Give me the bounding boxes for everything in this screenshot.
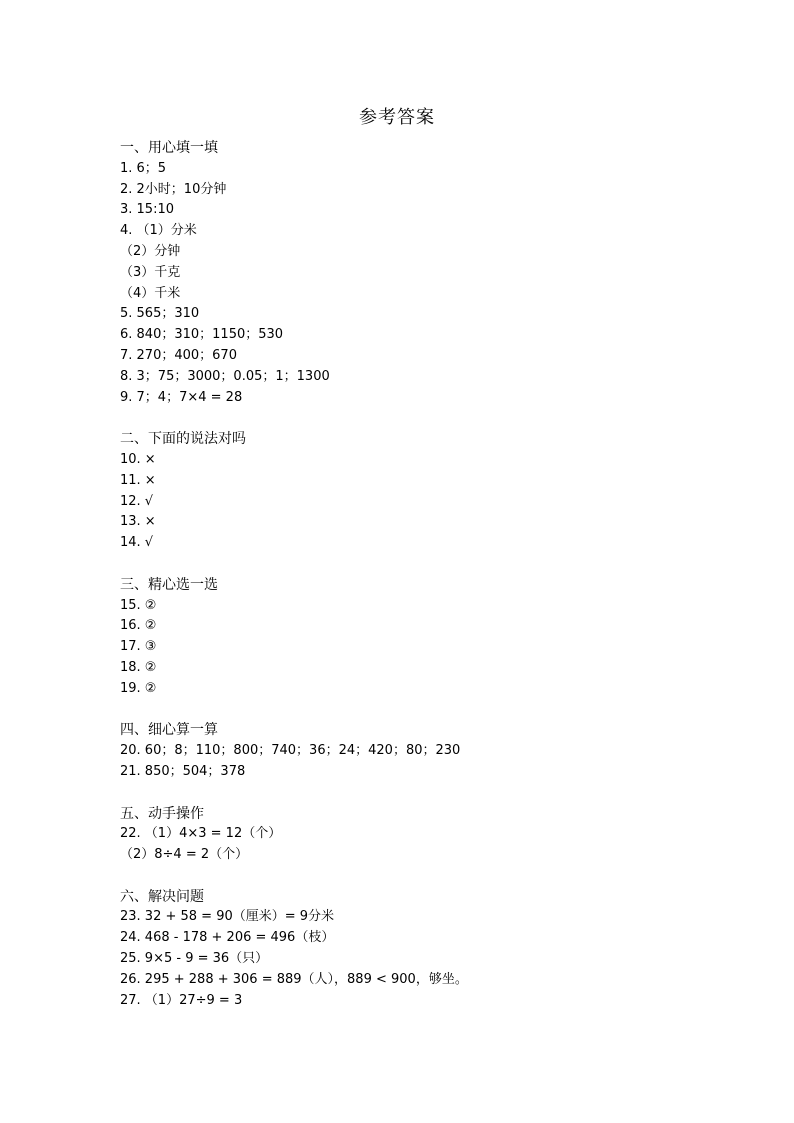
answer-line: 25. 9×5 - 9 = 36（只） <box>120 951 269 967</box>
answer-line: 8. 3；75；3000；0.05；1；1300 <box>120 368 330 384</box>
section-heading-true-false: 二、下面的说法对吗 <box>120 431 246 448</box>
answer-line: 14. √ <box>120 535 154 551</box>
answer-line: 27. （1）27÷9 = 3 <box>120 992 243 1008</box>
page-title: 参考答案 <box>359 107 435 128</box>
answer-line: 5. 565；310 <box>120 306 200 322</box>
answer-line: 13. × <box>120 514 156 530</box>
answer-line: 18. ② <box>120 659 157 675</box>
section-heading-fill-in: 一、用心填一填 <box>120 140 218 156</box>
section-gap <box>120 700 740 721</box>
answer-line: 21. 850；504；378 <box>120 763 246 779</box>
answer-line: 11. × <box>120 472 156 488</box>
answer-line: 9. 7；4；7×4 = 28 <box>120 389 243 405</box>
section-heading-calculation: 四、细心算一算 <box>120 722 218 739</box>
answer-line: 2. 2小时；10分钟 <box>120 181 227 197</box>
answer-content <box>120 138 740 1011</box>
answer-line: 24. 468 - 178 + 206 = 496（枝） <box>120 930 335 946</box>
answer-line: 15. ② <box>120 597 157 613</box>
answer-line: 1. 6；5 <box>120 160 167 176</box>
answer-line: 12. √ <box>120 493 154 509</box>
section-heading-multiple-choice: 三、精心选一选 <box>120 576 218 593</box>
answer-line: 22. （1）4×3 = 12（个） <box>120 826 282 842</box>
answer-line: 19. ② <box>120 680 157 696</box>
answer-line: 10. × <box>120 451 156 467</box>
answer-line: （2）分钟 <box>120 243 181 259</box>
answer-line: 6. 840；310；1150；530 <box>120 327 284 343</box>
section-gap <box>120 554 740 575</box>
section-heading-problem-solving: 六、解决问题 <box>120 888 204 905</box>
section-heading-hands-on: 五、动手操作 <box>120 805 204 822</box>
section-gap <box>120 866 740 887</box>
answer-line: 4. （1）分米 <box>120 223 197 239</box>
answer-line: 16. ② <box>120 618 157 634</box>
answer-line: （2）8÷4 = 2（个） <box>120 847 249 863</box>
answer-line: 20. 60；8；110；800；740；36；24；420；80；230 <box>120 743 461 759</box>
answer-line: 26. 295 + 288 + 306 = 889（人），889 < 900，够坐。 <box>120 971 468 987</box>
answer-line: 3. 15:10 <box>120 202 174 218</box>
answer-line: 23. 32 + 58 = 90（厘米）= 9分米 <box>120 909 335 925</box>
answer-line: （3）千克 <box>120 264 181 280</box>
answer-line: 7. 270；400；670 <box>120 347 237 363</box>
section-gap <box>120 408 740 429</box>
section-gap <box>120 783 740 804</box>
answer-line: （4）千米 <box>120 285 181 301</box>
answer-line: 17. ③ <box>120 639 157 655</box>
